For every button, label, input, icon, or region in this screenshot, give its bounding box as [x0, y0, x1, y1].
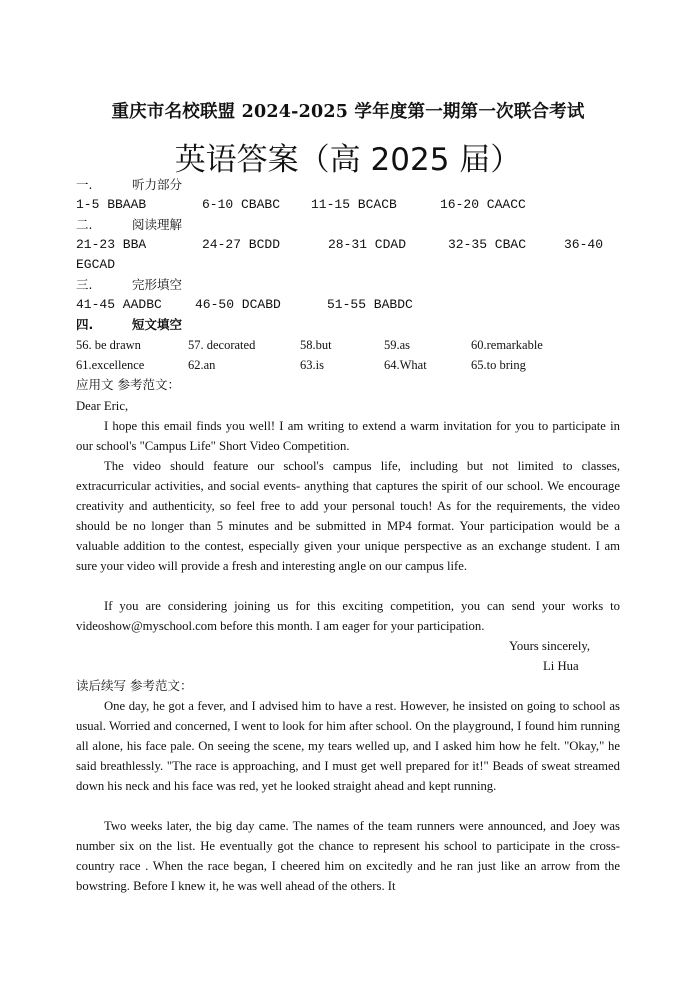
gapfill-answer: 58.but	[300, 338, 332, 352]
section-listening-heading	[76, 176, 182, 194]
exam-title: 重庆市名校联盟 2024-2025 学年度第一期第一次联合考试	[111, 102, 585, 122]
answer-group-continued: EGCAD	[76, 257, 116, 272]
answer-group: 46-50 DCABD	[195, 297, 281, 312]
section-number: 三.	[76, 277, 93, 292]
answer-group: 36-40	[564, 237, 604, 252]
section-cloze-heading	[76, 276, 182, 294]
answer-group: 51-55 BABDC	[327, 297, 413, 312]
letter-paragraph: The video should feature our school's campus life, including but not limited to classes, extracurricular activities, and social events- anything that captures the spirit of our school. We encourage creativity and authenticity, so feel free to add your personal touch! As for the requirements, the video should be no longer than 5 minutes and be submitted in MP4 format. Your participation would be a valuable addition to the contest, especially given your unique perspective as an exchange student. I am sure your video will provide a fresh and interesting angle on our campus life.	[76, 459, 620, 573]
gapfill-answer: 62.an	[188, 358, 216, 372]
gapfill-answer: 59.as	[384, 338, 411, 352]
answer-group: 28-31 CDAD	[328, 237, 407, 252]
gapfill-answer: 57. decorated	[188, 338, 256, 352]
section-gapfill-heading	[76, 316, 182, 334]
letter-paragraph: If you are considering joining us for this exciting competition, you can send your works to videoshow@myschool.com before this month. I am eager for your participation.	[76, 599, 620, 633]
answer-group: 6-10 CBABC	[202, 197, 281, 212]
answer-group: 24-27 BCDD	[202, 237, 281, 252]
answer-group: 11-15 BCACB	[311, 197, 397, 212]
section-number: 二.	[76, 217, 93, 232]
gapfill-answer: 60.remarkable	[471, 338, 543, 352]
section-label: 阅读理解	[132, 217, 183, 232]
answer-key-title: 英语答案（高 2025 届）	[174, 142, 522, 178]
gapfill-answer: 63.is	[300, 358, 324, 372]
gapfill-answer: 64.What	[384, 358, 427, 372]
letter-closing: Yours sincerely,	[509, 639, 591, 653]
section-label: 完形填空	[132, 277, 183, 292]
gapfill-answer: 61.excellence	[76, 358, 145, 372]
answer-group: 16-20 CAACC	[440, 197, 526, 212]
story-paragraph: Two weeks later, the big day came. The names of the team runners were announced, and Joey was number six on the list. He eventually got the chance to represent his school to participate in the cross-country race . When the race began, I cheered him on excitedly and he ran just like an arrow from the bowstring. Before I knew it, he was well ahead of the others. It	[76, 819, 620, 893]
practical-writing-heading: 应用文 参考范文：	[76, 377, 180, 392]
story-paragraph: One day, he got a fever, and I advised him to have a rest. However, he insisted on going to school as usual. Worried and concerned, I went to look for him after school. On the playground, I found him running all alone, his face pale. On seeing the scene, my tears welled up, and I asked him how he felt. "Okay," he said breathlessly. "The race is approaching, and I must get well prepared for it!" Beads of sweat streamed down his neck and his face was red, yet he looked straight ahead and kept running.	[76, 699, 620, 793]
section-number: 一.	[76, 177, 93, 192]
answer-group: 21-23 BBA	[76, 237, 147, 252]
letter-paragraph: I hope this email finds you well! I am writing to extend a warm invitation for you to participate in our school's "Campus Life" Short Video Competition.	[76, 419, 620, 453]
answer-group: 41-45 AADBC	[76, 297, 162, 312]
letter-greeting: Dear Eric,	[76, 399, 129, 413]
answer-group: 32-35 CBAC	[448, 237, 527, 252]
section-label: 短文填空	[132, 317, 183, 332]
gapfill-answer: 56. be drawn	[76, 338, 141, 352]
section-reading-heading	[76, 216, 182, 234]
gapfill-answer: 65.to bring	[471, 358, 526, 372]
section-label: 听力部分	[132, 177, 183, 192]
answer-group: 1-5 BBAAB	[76, 197, 147, 212]
letter-signature: Li Hua	[543, 659, 579, 673]
continuation-writing-heading: 读后续写 参考范文：	[76, 678, 193, 693]
section-number: 四.	[76, 317, 94, 332]
